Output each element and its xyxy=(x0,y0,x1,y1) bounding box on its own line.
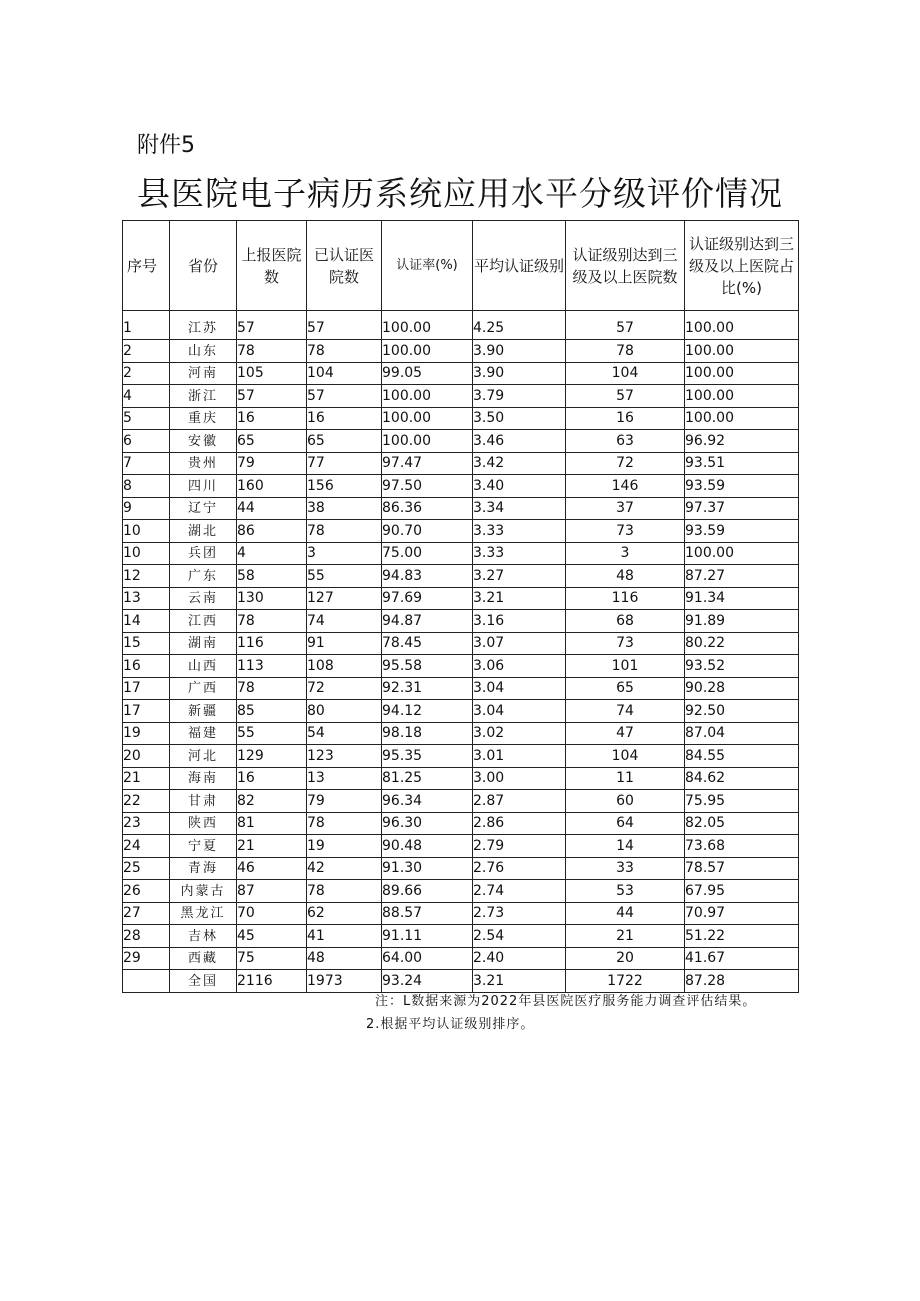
cell-certified: 74 xyxy=(307,610,382,633)
cell-avg-level: 2.76 xyxy=(473,857,566,880)
cell-certified: 65 xyxy=(307,430,382,453)
cell-level3-count: 11 xyxy=(566,767,685,790)
cell-reported: 44 xyxy=(237,497,307,520)
cell-avg-level: 3.06 xyxy=(473,655,566,678)
cell-certified: 57 xyxy=(307,385,382,408)
cell-reported: 116 xyxy=(237,632,307,655)
cell-rank xyxy=(123,970,170,993)
cell-certified: 16 xyxy=(307,407,382,430)
cell-certified: 108 xyxy=(307,655,382,678)
cell-province: 兵团 xyxy=(170,542,237,565)
table-row xyxy=(123,362,799,385)
cell-certified: 104 xyxy=(307,362,382,385)
cell-rank: 5 xyxy=(123,407,170,430)
cell-reported: 4 xyxy=(237,542,307,565)
cell-level3-ratio: 70.97 xyxy=(685,902,799,925)
cell-province: 山西 xyxy=(170,655,237,678)
table-header-row xyxy=(123,221,799,311)
table-row xyxy=(123,311,799,340)
cell-level3-count: 73 xyxy=(566,520,685,543)
cell-rate: 96.34 xyxy=(382,790,473,813)
cell-certified: 79 xyxy=(307,790,382,813)
cell-rate: 90.70 xyxy=(382,520,473,543)
cell-avg-level: 2.87 xyxy=(473,790,566,813)
cell-level3-ratio: 84.62 xyxy=(685,767,799,790)
cell-rate: 75.00 xyxy=(382,542,473,565)
cell-avg-level: 3.40 xyxy=(473,475,566,498)
cell-reported: 65 xyxy=(237,430,307,453)
cell-level3-ratio: 82.05 xyxy=(685,812,799,835)
cell-certified: 127 xyxy=(307,587,382,610)
cell-level3-ratio: 93.59 xyxy=(685,520,799,543)
cell-avg-level: 2.74 xyxy=(473,880,566,903)
cell-rank: 1 xyxy=(123,311,170,340)
table-row xyxy=(123,745,799,768)
cell-certified: 57 xyxy=(307,311,382,340)
cell-rate: 100.00 xyxy=(382,430,473,453)
cell-province: 辽宁 xyxy=(170,497,237,520)
cell-rank: 10 xyxy=(123,542,170,565)
note-source: 注：L数据来源为2022年县医院医疗服务能力调查评估结果。 xyxy=(375,994,757,1009)
table-row xyxy=(123,902,799,925)
cell-level3-count: 57 xyxy=(566,385,685,408)
table-row xyxy=(123,655,799,678)
cell-level3-ratio: 93.51 xyxy=(685,452,799,475)
cell-rank: 21 xyxy=(123,767,170,790)
cell-province: 云南 xyxy=(170,587,237,610)
cell-rate: 81.25 xyxy=(382,767,473,790)
cell-province: 陕西 xyxy=(170,812,237,835)
cell-reported: 16 xyxy=(237,767,307,790)
cell-avg-level: 2.54 xyxy=(473,925,566,948)
cell-rate: 88.57 xyxy=(382,902,473,925)
cell-avg-level: 2.73 xyxy=(473,902,566,925)
header-certified: 已认证医院数 xyxy=(307,221,382,311)
cell-level3-count: 47 xyxy=(566,722,685,745)
cell-province: 宁夏 xyxy=(170,835,237,858)
cell-avg-level: 3.42 xyxy=(473,452,566,475)
cell-reported: 21 xyxy=(237,835,307,858)
cell-province: 河南 xyxy=(170,362,237,385)
cell-level3-count: 57 xyxy=(566,311,685,340)
table-row xyxy=(123,632,799,655)
cell-province: 青海 xyxy=(170,857,237,880)
cell-certified: 123 xyxy=(307,745,382,768)
cell-rate: 96.30 xyxy=(382,812,473,835)
cell-level3-count: 104 xyxy=(566,745,685,768)
cell-level3-ratio: 93.52 xyxy=(685,655,799,678)
cell-rank: 17 xyxy=(123,677,170,700)
cell-level3-ratio: 93.59 xyxy=(685,475,799,498)
cell-avg-level: 2.79 xyxy=(473,835,566,858)
cell-province: 重庆 xyxy=(170,407,237,430)
cell-certified: 80 xyxy=(307,700,382,723)
cell-province: 吉林 xyxy=(170,925,237,948)
cell-certified: 13 xyxy=(307,767,382,790)
table-row xyxy=(123,520,799,543)
table-row xyxy=(123,857,799,880)
cell-avg-level: 3.02 xyxy=(473,722,566,745)
cell-rate: 92.31 xyxy=(382,677,473,700)
table-row xyxy=(123,677,799,700)
cell-province: 江西 xyxy=(170,610,237,633)
cell-rate: 97.69 xyxy=(382,587,473,610)
cell-certified: 72 xyxy=(307,677,382,700)
cell-reported: 160 xyxy=(237,475,307,498)
cell-rank: 10 xyxy=(123,520,170,543)
cell-level3-count: 44 xyxy=(566,902,685,925)
cell-certified: 42 xyxy=(307,857,382,880)
cell-level3-count: 1722 xyxy=(566,970,685,993)
cell-certified: 91 xyxy=(307,632,382,655)
cell-rank: 26 xyxy=(123,880,170,903)
cell-avg-level: 3.34 xyxy=(473,497,566,520)
table-row xyxy=(123,790,799,813)
cell-reported: 113 xyxy=(237,655,307,678)
cell-rate: 78.45 xyxy=(382,632,473,655)
note-sorting: 2.根据平均认证级别排序。 xyxy=(366,1017,535,1032)
cell-reported: 57 xyxy=(237,311,307,340)
cell-rate: 86.36 xyxy=(382,497,473,520)
header-rate: 认证率(%) xyxy=(382,221,473,311)
header-rank: 序号 xyxy=(123,221,170,311)
cell-rate: 99.05 xyxy=(382,362,473,385)
header-level3-ratio: 认证级别达到三级及以上医院占比(%) xyxy=(685,221,799,311)
table-row xyxy=(123,970,799,993)
cell-avg-level: 3.04 xyxy=(473,677,566,700)
cell-province: 黑龙江 xyxy=(170,902,237,925)
cell-rank: 17 xyxy=(123,700,170,723)
table-row xyxy=(123,475,799,498)
cell-avg-level: 3.90 xyxy=(473,362,566,385)
table-row xyxy=(123,812,799,835)
cell-reported: 78 xyxy=(237,340,307,363)
cell-rank: 13 xyxy=(123,587,170,610)
cell-rank: 15 xyxy=(123,632,170,655)
cell-rank: 12 xyxy=(123,565,170,588)
table-row xyxy=(123,835,799,858)
cell-province: 全国 xyxy=(170,970,237,993)
cell-level3-count: 20 xyxy=(566,947,685,970)
cell-rate: 95.35 xyxy=(382,745,473,768)
cell-rank: 8 xyxy=(123,475,170,498)
cell-rate: 94.12 xyxy=(382,700,473,723)
cell-level3-count: 3 xyxy=(566,542,685,565)
header-reported: 上报医院数 xyxy=(237,221,307,311)
cell-level3-ratio: 96.92 xyxy=(685,430,799,453)
table-row xyxy=(123,587,799,610)
cell-rate: 91.30 xyxy=(382,857,473,880)
cell-level3-count: 146 xyxy=(566,475,685,498)
header-province: 省份 xyxy=(170,221,237,311)
cell-certified: 78 xyxy=(307,812,382,835)
cell-avg-level: 3.01 xyxy=(473,745,566,768)
cell-level3-count: 53 xyxy=(566,880,685,903)
cell-avg-level: 3.07 xyxy=(473,632,566,655)
cell-certified: 156 xyxy=(307,475,382,498)
cell-rank: 7 xyxy=(123,452,170,475)
cell-province: 山东 xyxy=(170,340,237,363)
cell-rate: 64.00 xyxy=(382,947,473,970)
cell-reported: 105 xyxy=(237,362,307,385)
cell-province: 广西 xyxy=(170,677,237,700)
table-row xyxy=(123,767,799,790)
cell-reported: 130 xyxy=(237,587,307,610)
cell-level3-ratio: 100.00 xyxy=(685,311,799,340)
cell-province: 内蒙古 xyxy=(170,880,237,903)
cell-level3-count: 16 xyxy=(566,407,685,430)
cell-level3-count: 116 xyxy=(566,587,685,610)
cell-level3-count: 68 xyxy=(566,610,685,633)
cell-level3-ratio: 75.95 xyxy=(685,790,799,813)
cell-level3-ratio: 97.37 xyxy=(685,497,799,520)
table-row xyxy=(123,947,799,970)
cell-certified: 38 xyxy=(307,497,382,520)
table-row xyxy=(123,610,799,633)
cell-avg-level: 3.33 xyxy=(473,542,566,565)
cell-avg-level: 3.21 xyxy=(473,970,566,993)
cell-level3-count: 60 xyxy=(566,790,685,813)
cell-rank: 2 xyxy=(123,362,170,385)
header-avg-level: 平均认证级别 xyxy=(473,221,566,311)
cell-rate: 100.00 xyxy=(382,407,473,430)
cell-rate: 90.48 xyxy=(382,835,473,858)
cell-avg-level: 2.40 xyxy=(473,947,566,970)
cell-reported: 2116 xyxy=(237,970,307,993)
cell-reported: 58 xyxy=(237,565,307,588)
cell-certified: 78 xyxy=(307,520,382,543)
cell-reported: 16 xyxy=(237,407,307,430)
cell-avg-level: 3.79 xyxy=(473,385,566,408)
cell-reported: 70 xyxy=(237,902,307,925)
cell-level3-count: 37 xyxy=(566,497,685,520)
cell-reported: 55 xyxy=(237,722,307,745)
cell-province: 四川 xyxy=(170,475,237,498)
cell-rate: 89.66 xyxy=(382,880,473,903)
cell-level3-ratio: 100.00 xyxy=(685,407,799,430)
cell-avg-level: 3.50 xyxy=(473,407,566,430)
cell-level3-ratio: 100.00 xyxy=(685,385,799,408)
cell-level3-count: 14 xyxy=(566,835,685,858)
cell-rank: 28 xyxy=(123,925,170,948)
cell-rate: 97.47 xyxy=(382,452,473,475)
cell-province: 福建 xyxy=(170,722,237,745)
table-row xyxy=(123,407,799,430)
annex-label: 附件5 xyxy=(137,133,195,158)
cell-rate: 100.00 xyxy=(382,311,473,340)
cell-level3-ratio: 91.89 xyxy=(685,610,799,633)
cell-reported: 57 xyxy=(237,385,307,408)
cell-certified: 62 xyxy=(307,902,382,925)
cell-level3-count: 21 xyxy=(566,925,685,948)
cell-rank: 22 xyxy=(123,790,170,813)
cell-certified: 1973 xyxy=(307,970,382,993)
cell-rate: 100.00 xyxy=(382,385,473,408)
cell-rank: 14 xyxy=(123,610,170,633)
cell-rate: 93.24 xyxy=(382,970,473,993)
cell-avg-level: 3.04 xyxy=(473,700,566,723)
cell-level3-count: 104 xyxy=(566,362,685,385)
header-level3-count: 认证级别达到三级及以上医院数 xyxy=(566,221,685,311)
cell-certified: 19 xyxy=(307,835,382,858)
table-row xyxy=(123,700,799,723)
cell-province: 西藏 xyxy=(170,947,237,970)
cell-level3-ratio: 67.95 xyxy=(685,880,799,903)
cell-level3-count: 72 xyxy=(566,452,685,475)
cell-level3-ratio: 41.67 xyxy=(685,947,799,970)
cell-rate: 100.00 xyxy=(382,340,473,363)
cell-certified: 41 xyxy=(307,925,382,948)
evaluation-table xyxy=(122,220,799,993)
cell-rank: 24 xyxy=(123,835,170,858)
cell-level3-count: 33 xyxy=(566,857,685,880)
cell-level3-ratio: 91.34 xyxy=(685,587,799,610)
cell-province: 江苏 xyxy=(170,311,237,340)
cell-level3-ratio: 90.28 xyxy=(685,677,799,700)
cell-reported: 45 xyxy=(237,925,307,948)
cell-avg-level: 3.00 xyxy=(473,767,566,790)
cell-province: 海南 xyxy=(170,767,237,790)
cell-avg-level: 3.21 xyxy=(473,587,566,610)
cell-level3-ratio: 80.22 xyxy=(685,632,799,655)
cell-certified: 77 xyxy=(307,452,382,475)
cell-level3-ratio: 92.50 xyxy=(685,700,799,723)
cell-rank: 25 xyxy=(123,857,170,880)
cell-reported: 129 xyxy=(237,745,307,768)
cell-rank: 29 xyxy=(123,947,170,970)
table-body xyxy=(123,311,799,993)
cell-reported: 81 xyxy=(237,812,307,835)
cell-reported: 78 xyxy=(237,677,307,700)
cell-level3-ratio: 51.22 xyxy=(685,925,799,948)
cell-level3-count: 101 xyxy=(566,655,685,678)
cell-rank: 16 xyxy=(123,655,170,678)
cell-level3-count: 64 xyxy=(566,812,685,835)
cell-rate: 95.58 xyxy=(382,655,473,678)
cell-level3-count: 63 xyxy=(566,430,685,453)
cell-certified: 3 xyxy=(307,542,382,565)
cell-province: 安徽 xyxy=(170,430,237,453)
cell-level3-ratio: 87.28 xyxy=(685,970,799,993)
cell-province: 广东 xyxy=(170,565,237,588)
cell-level3-ratio: 84.55 xyxy=(685,745,799,768)
cell-province: 湖北 xyxy=(170,520,237,543)
cell-rate: 98.18 xyxy=(382,722,473,745)
cell-reported: 79 xyxy=(237,452,307,475)
cell-reported: 86 xyxy=(237,520,307,543)
cell-avg-level: 2.86 xyxy=(473,812,566,835)
cell-reported: 75 xyxy=(237,947,307,970)
cell-level3-ratio: 78.57 xyxy=(685,857,799,880)
cell-certified: 78 xyxy=(307,880,382,903)
cell-avg-level: 3.46 xyxy=(473,430,566,453)
cell-rank: 20 xyxy=(123,745,170,768)
cell-province: 甘肃 xyxy=(170,790,237,813)
table-row xyxy=(123,452,799,475)
cell-avg-level: 3.33 xyxy=(473,520,566,543)
cell-level3-ratio: 100.00 xyxy=(685,362,799,385)
table-row xyxy=(123,497,799,520)
cell-reported: 85 xyxy=(237,700,307,723)
cell-level3-ratio: 87.27 xyxy=(685,565,799,588)
page-title: 县医院电子病历系统应用水平分级评价情况 xyxy=(137,174,783,213)
cell-rank: 9 xyxy=(123,497,170,520)
cell-avg-level: 3.27 xyxy=(473,565,566,588)
cell-province: 浙江 xyxy=(170,385,237,408)
cell-reported: 87 xyxy=(237,880,307,903)
table-row xyxy=(123,385,799,408)
cell-rate: 91.11 xyxy=(382,925,473,948)
cell-province: 新疆 xyxy=(170,700,237,723)
cell-avg-level: 3.16 xyxy=(473,610,566,633)
cell-avg-level: 3.90 xyxy=(473,340,566,363)
cell-level3-count: 73 xyxy=(566,632,685,655)
cell-rank: 23 xyxy=(123,812,170,835)
cell-province: 河北 xyxy=(170,745,237,768)
cell-level3-ratio: 100.00 xyxy=(685,340,799,363)
cell-avg-level: 4.25 xyxy=(473,311,566,340)
cell-rank: 4 xyxy=(123,385,170,408)
cell-level3-ratio: 100.00 xyxy=(685,542,799,565)
cell-level3-count: 74 xyxy=(566,700,685,723)
cell-level3-count: 78 xyxy=(566,340,685,363)
cell-rate: 94.83 xyxy=(382,565,473,588)
table-row xyxy=(123,565,799,588)
cell-rank: 27 xyxy=(123,902,170,925)
table-row xyxy=(123,340,799,363)
cell-reported: 46 xyxy=(237,857,307,880)
cell-reported: 78 xyxy=(237,610,307,633)
cell-reported: 82 xyxy=(237,790,307,813)
cell-level3-count: 65 xyxy=(566,677,685,700)
table-row xyxy=(123,880,799,903)
cell-rank: 2 xyxy=(123,340,170,363)
table-row xyxy=(123,430,799,453)
cell-rate: 94.87 xyxy=(382,610,473,633)
table-row xyxy=(123,722,799,745)
cell-province: 湖南 xyxy=(170,632,237,655)
cell-certified: 55 xyxy=(307,565,382,588)
cell-rank: 6 xyxy=(123,430,170,453)
cell-certified: 78 xyxy=(307,340,382,363)
table-row xyxy=(123,925,799,948)
cell-level3-count: 48 xyxy=(566,565,685,588)
table-row xyxy=(123,542,799,565)
cell-level3-ratio: 73.68 xyxy=(685,835,799,858)
cell-certified: 48 xyxy=(307,947,382,970)
cell-rate: 97.50 xyxy=(382,475,473,498)
cell-province: 贵州 xyxy=(170,452,237,475)
cell-rank: 19 xyxy=(123,722,170,745)
cell-certified: 54 xyxy=(307,722,382,745)
cell-level3-ratio: 87.04 xyxy=(685,722,799,745)
